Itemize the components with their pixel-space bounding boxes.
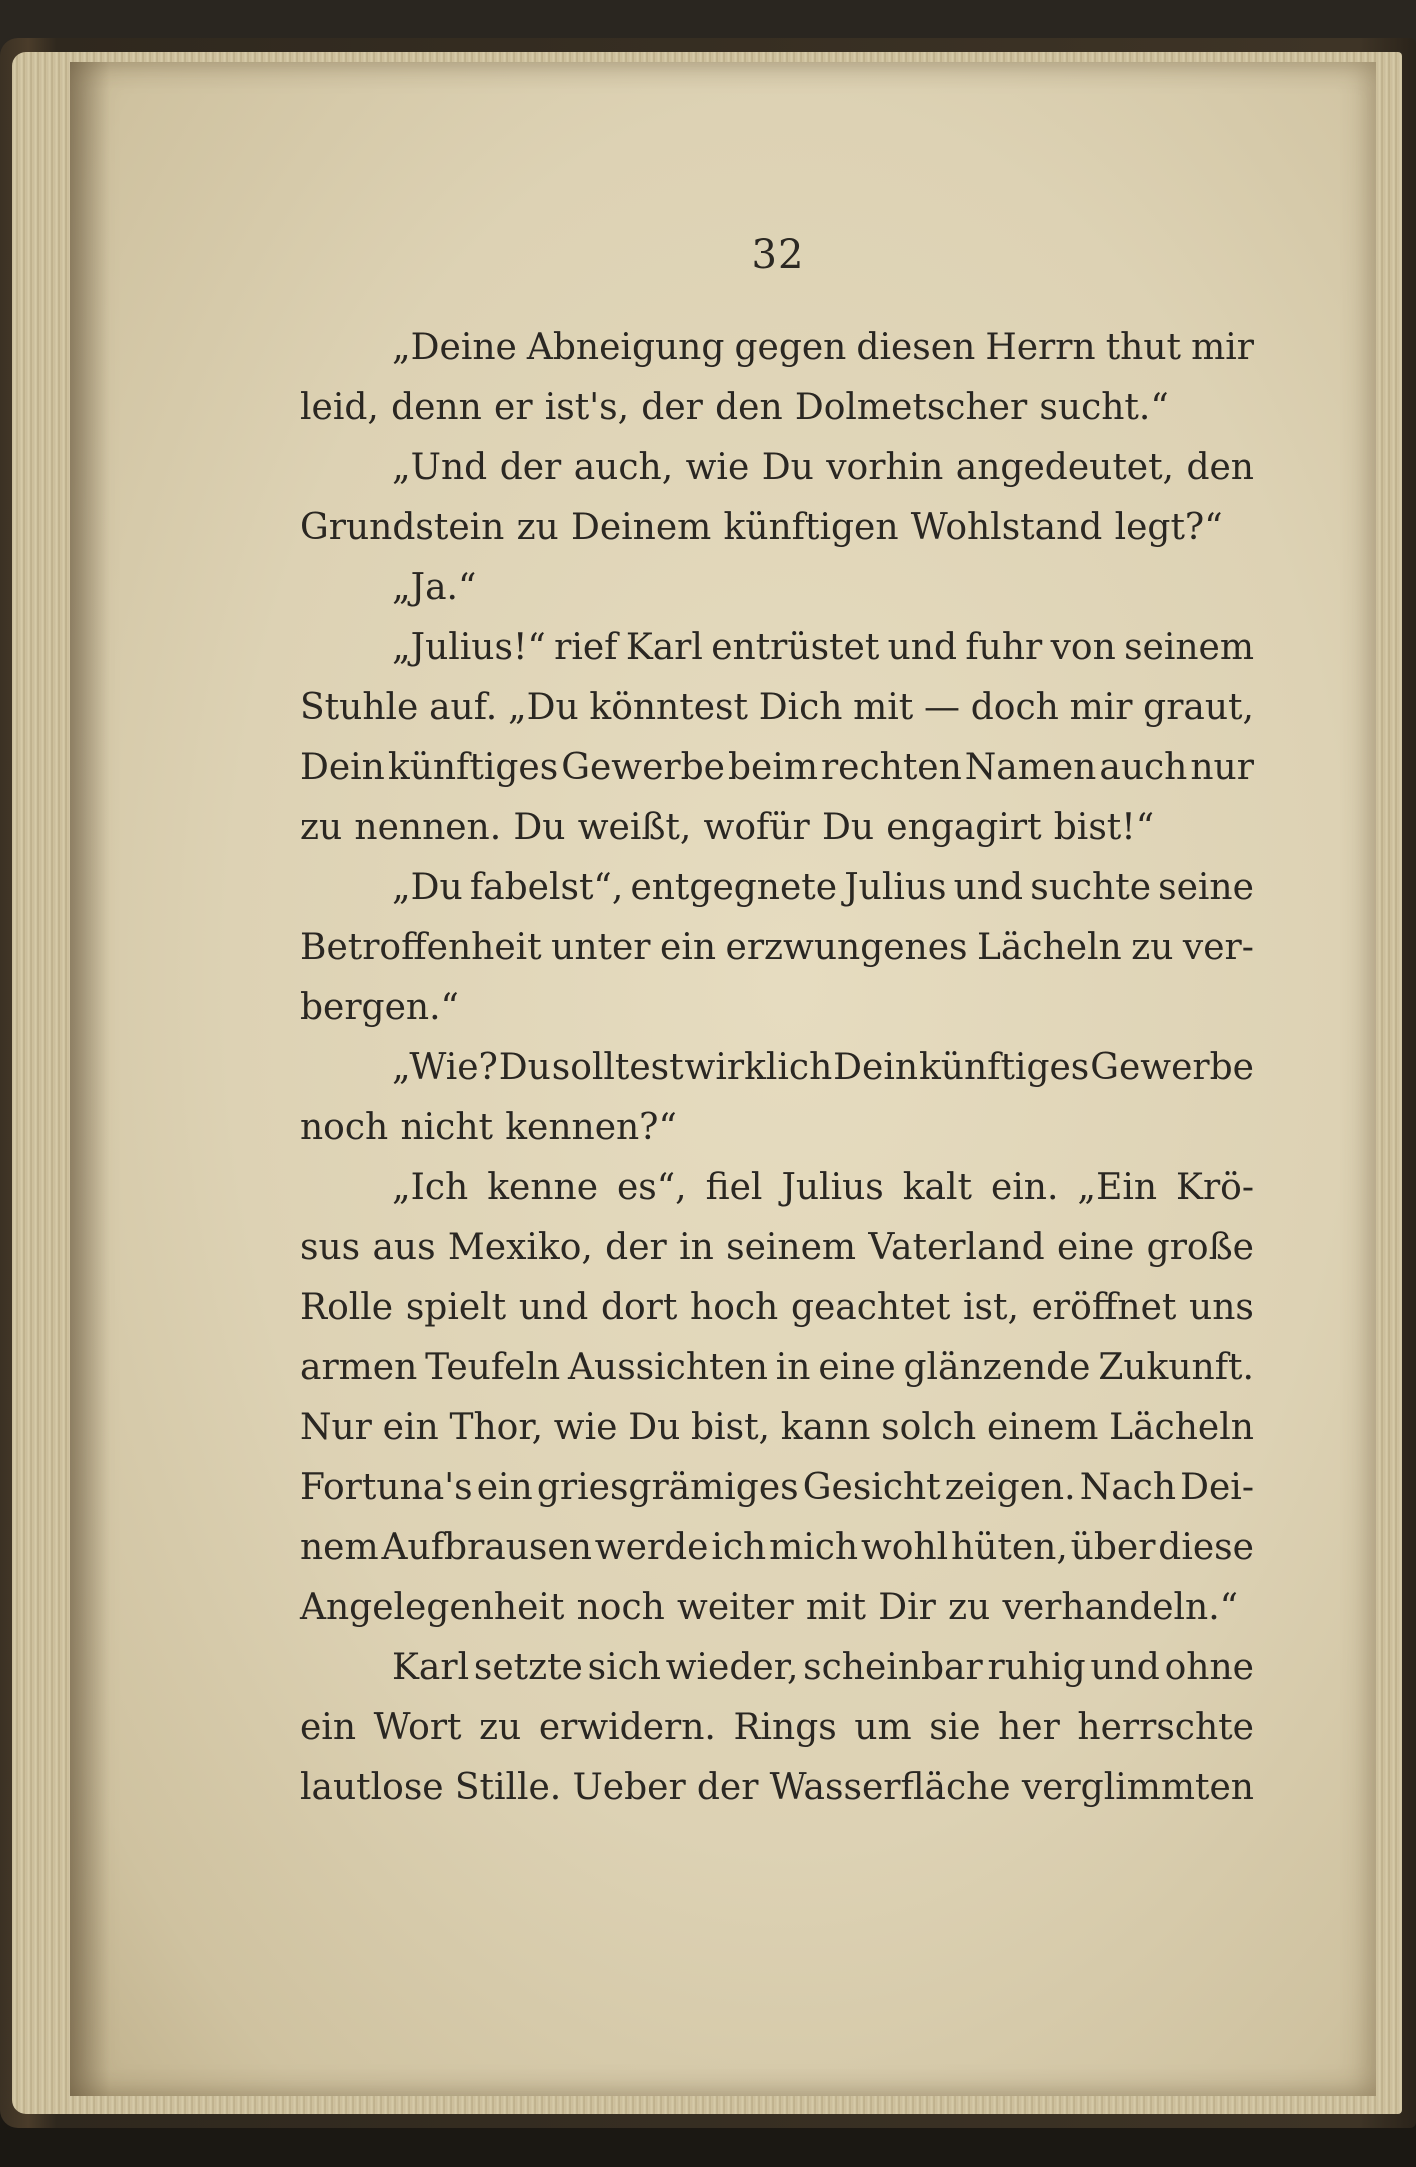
text-line: nem Aufbrausen werde ich mich wohl hüten, über diese <box>300 1527 1254 1568</box>
text-line: „Julius!“ rief Karl entrüstet und fuhr von seinem <box>392 627 1254 668</box>
text-line: noch nicht kennen?“ <box>300 1107 677 1148</box>
text-line: „Und der auch, wie Du vorhin angedeutet, den <box>392 447 1254 488</box>
text-line: Rolle spielt und dort hoch geachtet ist, eröffnet uns <box>300 1287 1254 1328</box>
text-line: Nur ein Thor, wie Du bist, kann solch einem Lächeln <box>300 1407 1254 1448</box>
text-line: ein Wort zu erwidern. Rings um sie her herrschte <box>300 1707 1254 1748</box>
text-line: lautlose Stille. Ueber der Wasserfläche verglimmten <box>300 1767 1254 1808</box>
text-line: Dein künftiges Gewerbe beim rechten Namen auch nur <box>300 747 1254 788</box>
text-line: bergen.“ <box>300 987 459 1028</box>
text-line: Karl setzte sich wieder, scheinbar ruhig und ohne <box>392 1647 1254 1688</box>
spine-shadow <box>70 62 110 2096</box>
text-line: armen Teufeln Aussichten in eine glänzende Zukunft. <box>300 1347 1254 1388</box>
body-text <box>300 318 1254 1818</box>
text-line: zu nennen. Du weißt, wofür Du engagirt bist!“ <box>300 807 1155 848</box>
text-line: leid, denn er ist's, der den Dolmetscher sucht.“ <box>300 387 1169 428</box>
text-line: Betroffenheit unter ein erzwungenes Lächeln zu ver- <box>300 927 1254 968</box>
text-line: Angelegenheit noch weiter mit Dir zu verhandeln.“ <box>300 1587 1239 1628</box>
text-line: Stuhle auf. „Du könntest Dich mit — doch mir graut, <box>300 687 1254 728</box>
text-line: Fortuna's ein griesgrämiges Gesicht zeigen. Nach Dei- <box>300 1467 1254 1508</box>
text-line: „Du fabelst“, entgegnete Julius und suchte seine <box>392 867 1254 908</box>
text-line: Grundstein zu Deinem künftigen Wohlstand legt?“ <box>300 507 1223 548</box>
text-line: „Deine Abneigung gegen diesen Herrn thut mir <box>392 327 1254 368</box>
text-line: „Ich kenne es“, fiel Julius kalt ein. „Ein Krö- <box>392 1167 1254 1208</box>
text-line: sus aus Mexiko, der in seinem Vaterland eine große <box>300 1227 1254 1268</box>
page-number: 32 <box>751 232 805 278</box>
text-line: „Wie? Du solltest wirklich Dein künftiges Gewerbe <box>392 1047 1254 1088</box>
text-line: „Ja.“ <box>392 567 477 608</box>
